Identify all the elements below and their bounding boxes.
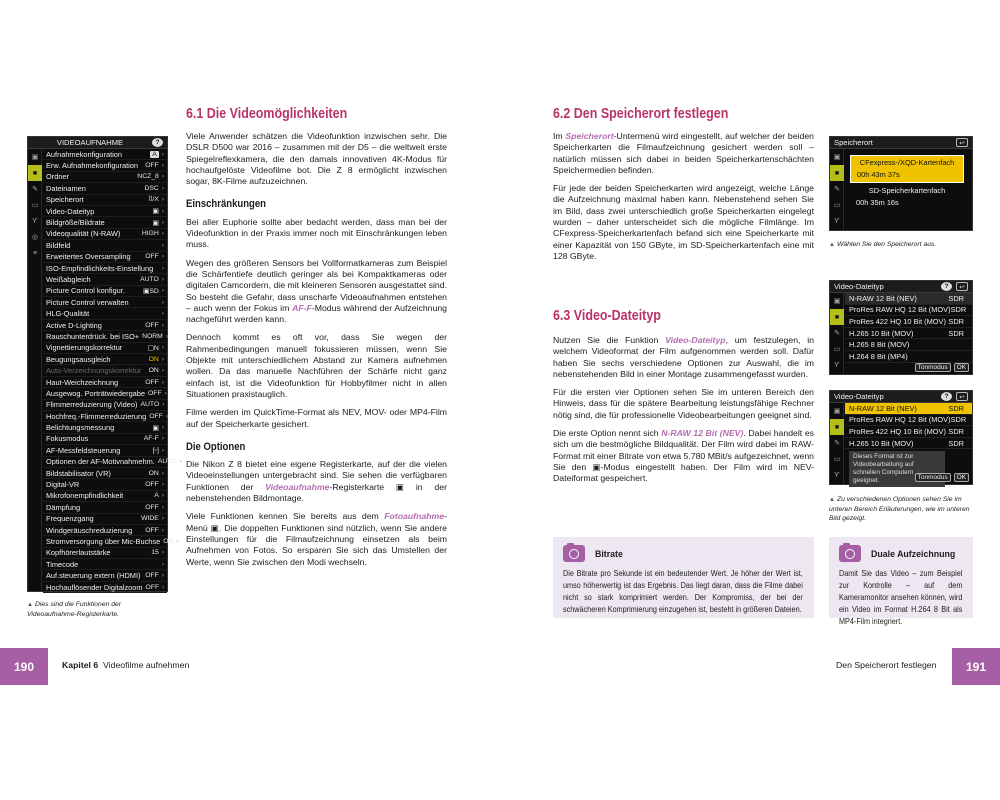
- filetype-option[interactable]: [845, 426, 972, 438]
- video-menu-item[interactable]: [43, 445, 167, 456]
- video-menu-item-label: Hochauflösender Digitalzoom: [46, 582, 143, 592]
- info-box-dual-title: Duale Aufzeichnung: [871, 548, 956, 559]
- sec3-p3-text-b: . Dabei handelt es sich um die bestmögliche Bildqualität. Der Film wird dabei im RAW-Format mit einer Bitrate von etwa 5.780 MBit/s aufgezeichnet, wenn Sie den ▣-Modus eingestellt haben. Der Film wird im NEV-Dateiformat gespeichert.: [553, 428, 815, 484]
- chevron-right-icon: ›: [161, 219, 164, 227]
- video-menu-item-value: OFF: [145, 253, 159, 261]
- video-menu-item[interactable]: [43, 331, 167, 342]
- video-tab-icon: ■: [830, 309, 844, 325]
- help-icon: ?: [152, 138, 163, 147]
- info-box-dual-recording: [829, 537, 973, 626]
- video-menu-item-value: NCZ_8: [137, 173, 159, 181]
- video-menu-item[interactable]: [43, 320, 167, 331]
- sub1-paragraph-1: Bei aller Euphorie sollte aber bedacht werden, dass man bei der Videofunktion in der Praxis immer noch mit Einschränkungen leben muss.: [186, 216, 447, 250]
- chevron-right-icon: ›: [161, 184, 164, 192]
- video-menu-item-label: Hochfreq.-Flimmerreduzierung: [46, 411, 147, 421]
- sec3-p3-highlight: N-RAW 12 Bit (NEV): [661, 428, 744, 439]
- footer-chapter-title: Videofilme aufnehmen: [103, 660, 190, 670]
- ok-button[interactable]: OK: [954, 363, 969, 372]
- video-menu-item-label: Kopfhörerlautstärke: [46, 548, 111, 558]
- filetype-option-label: ProRes RAW HQ 12 Bit (MOV): [849, 305, 951, 315]
- storage-option-2-time: 00h 35m 16s: [856, 198, 899, 207]
- video-menu-item-value: OFF: [145, 162, 159, 170]
- chevron-right-icon: ›: [161, 241, 164, 249]
- video-menu-item-value: HIGH: [141, 230, 159, 238]
- video-menu-item-value: ON: [148, 469, 159, 477]
- subheading-optionen: Die Optionen: [186, 440, 246, 453]
- video-menu-item-label: Vignettierungskorrektur: [46, 343, 123, 353]
- chevron-right-icon: ›: [161, 207, 164, 215]
- video-menu-item[interactable]: [43, 240, 167, 251]
- chevron-right-icon: ›: [161, 424, 164, 432]
- video-menu-item-value: OFF: [145, 583, 160, 591]
- chevron-right-icon: ›: [161, 481, 164, 489]
- chevron-right-icon: ›: [161, 503, 164, 511]
- video-menu-rows: [43, 149, 182, 593]
- video-menu-item-value: 15: [151, 549, 159, 557]
- video-menu-item[interactable]: [43, 400, 167, 411]
- video-menu-item-label: Aufnahmekonfiguration: [46, 149, 123, 159]
- video-menu-item[interactable]: [43, 502, 167, 513]
- wrench-tab-icon: Ƴ: [834, 217, 840, 225]
- video-menu-item[interactable]: [43, 514, 167, 525]
- video-menu-item-value: WIDE: [141, 515, 159, 523]
- info-box-dual-text: Damit Sie das Video – zum Beispiel zur Kontrolle – auf dem Kameramonitor ansehen können, wird ein Video im Format H.264 8 Bit als MP4-Film integriert.: [839, 569, 963, 626]
- chevron-right-icon: ›: [161, 162, 164, 170]
- video-menu-item-value: ON: [148, 367, 159, 375]
- video-menu-item[interactable]: [43, 172, 167, 183]
- playback-tab-icon: ▭: [833, 202, 841, 209]
- chevron-right-icon: ›: [161, 560, 164, 568]
- video-menu-item-value: OFF: [145, 378, 159, 386]
- camera-tab-icon: ▣: [31, 154, 39, 161]
- sub1-p2-text-a: Wegen des größeren Sensors bei Vollformatkameras zum Beispiel die Schärfentiefe deutlich geringer als bei Kompaktkameras oder digitalen Camcordern, die mit kleineren Sensoren ausgestattet sind. So besteht die Gefahr, dass unscharfe Videoaufnahmen entstehen – auch wenn der Fokus im: [186, 257, 447, 313]
- storage-option-cfexpress[interactable]: [850, 155, 964, 183]
- sub2-p1-highlight: Videoaufnahme: [265, 481, 330, 492]
- video-menu-item[interactable]: [43, 525, 167, 536]
- video-menu-item[interactable]: [43, 252, 167, 263]
- video-menu-item-value: [▫]: [152, 446, 159, 454]
- chevron-right-icon: ›: [161, 446, 164, 454]
- video-menu-item-value: OFF: [145, 321, 159, 329]
- video-menu-item-label: ISO-Empfindlichkeits-Einstellung: [46, 263, 154, 273]
- filetype-caption-text: Zu verschiedenen Optionen sehen Sie im unteren Bereich Erläuterungen, wie im unteren Bild gezeigt.: [829, 496, 970, 522]
- storage-option-1-time: 00h 43m 37s: [857, 170, 900, 179]
- video-menu-item-label: Haut-Weichzeichnung: [46, 377, 119, 387]
- video-menu-item-value: ▣: [152, 208, 159, 216]
- sub1-p2-text-b: -Modus während der Aufzeichnung nachgeführt werden kann.: [186, 302, 447, 325]
- chevron-right-icon: ›: [162, 583, 165, 591]
- chevron-right-icon: ›: [164, 389, 167, 397]
- subheading-einschraenkungen: Einschränkungen: [186, 198, 267, 211]
- filetype-option-label: H.265 10 Bit (MOV): [849, 438, 914, 448]
- video-menu-item-label: Stromversorgung über Mic-Buchse: [46, 536, 161, 546]
- video-menu-item-label: Dämpfung: [46, 502, 81, 512]
- filetype-option-value: SDR: [948, 426, 964, 436]
- chevron-right-icon: ›: [161, 230, 164, 238]
- video-menu-item-label: Rauschunterdrück. bei ISO+: [46, 331, 140, 341]
- chevron-right-icon: ›: [161, 515, 164, 523]
- video-menu-item-label: Timecode: [46, 559, 79, 569]
- sub2-paragraph-1: [186, 459, 447, 504]
- filetype-menu-header-2: [830, 391, 972, 403]
- sec2-paragraph-2: Für jede der beiden Speicherkarten wird angezeigt, welche Länge die Aufzeichnung maximal haben kann. Nebenstehend sehen Sie im Bild, dass zwei unterschiedlich große Speicherkarten eingelegt wurden – daher unterscheidet sich die mögliche Filmlänge. Im CFexpress-Speicherkartenfach befand sich eine Speicherkarte mit einer Kapazität von 150 GByte, im SD-Speicherkartenfach eine mit 128 GByte.: [553, 183, 814, 261]
- video-menu-item-value: A: [154, 492, 159, 500]
- playback-tab-icon: ▭: [833, 456, 841, 463]
- sub1-paragraph-4: Filme werden im QuickTime-Format als NEV, MOV- oder MP4-Film auf der Speicherkarte gesichert.: [186, 407, 447, 429]
- video-menu-item[interactable]: [43, 570, 167, 581]
- filetype-option-value: SDR: [948, 438, 964, 448]
- sec3-p1-text-b: , um festzulegen, in welchem Videoformat der Film aufgenommen werden soll. Dafür haben Sie sechs verschiedene Optionen zur Auswahl, die im nebenstehenden Bild in einer Montage zusammengefasst wurden.: [553, 335, 814, 379]
- mymenu-tab-icon: ≡: [32, 249, 38, 257]
- pencil-tab-icon: ✎: [834, 330, 840, 337]
- video-menu-item[interactable]: [43, 308, 167, 319]
- video-menu-item-value: ⌷/X: [148, 195, 159, 203]
- wrench-tab-icon: Ƴ: [834, 361, 840, 369]
- video-menu-item-value: OFF: [145, 526, 159, 534]
- video-menu-item[interactable]: [43, 491, 167, 502]
- video-tab-icon: ■: [830, 419, 844, 435]
- left-text-column: [186, 131, 447, 575]
- video-menu-item-label: Picture Control verwalten: [46, 297, 129, 307]
- chevron-right-icon: ›: [165, 332, 169, 340]
- video-menu-item-label: Ausgewog. Porträtwiedergabe: [46, 388, 146, 398]
- video-menu-item-value: ▣SD: [142, 287, 159, 295]
- chevron-right-icon: ›: [161, 378, 164, 386]
- video-menu-item[interactable]: [43, 206, 167, 217]
- sub2-p2-highlight: Fotoaufnahme: [384, 511, 445, 522]
- video-menu-item-label: Windgeräuschreduzierung: [46, 525, 133, 535]
- right-footer-title: Den Speicherort festlegen: [836, 660, 937, 670]
- pencil-tab-icon: ✎: [834, 440, 840, 447]
- sub1-paragraph-3: Dennoch kommt es oft vor, dass Sie wegen der Rahmenbedingungen manuell fokussieren müssen, wenn Sie Objekte mit unterschiedlichem Abstand zur Kamera aufnehmen wollen. Da das manuelle Nachführen der Schärfe nicht ganz einfach ist, ist die Videofunktion für Hobbyfilmer nicht in allen Situationen praxistauglich.: [186, 332, 447, 399]
- filetype-option[interactable]: [845, 305, 972, 317]
- network-tab-icon: ◎: [31, 234, 39, 241]
- chevron-right-icon: ›: [161, 435, 164, 443]
- sec3-paragraph-3: [553, 428, 814, 484]
- wrench-tab-icon: Ƴ: [834, 471, 840, 479]
- camera-tab-icon: ▣: [833, 154, 841, 161]
- chevron-right-icon: ›: [176, 537, 179, 545]
- filetype-option-label: H.264 8 Bit (MP4): [849, 351, 908, 361]
- sec3-p1-highlight: Video-Dateityp: [665, 335, 726, 345]
- chevron-right-icon: ›: [161, 310, 164, 318]
- video-menu-item[interactable]: [43, 297, 167, 308]
- playback-tab-icon: ▭: [833, 346, 841, 353]
- video-menu-item-label: Digital-VR: [46, 480, 80, 490]
- chevron-right-icon: ›: [161, 572, 164, 580]
- filetype-option-label: H.265 8 Bit (MOV): [849, 340, 910, 350]
- menu-side-tabs: [28, 149, 42, 591]
- filetype-option-value: SDR: [950, 415, 967, 425]
- video-menu-item[interactable]: [43, 286, 167, 297]
- video-menu-item-value: AUTO: [157, 458, 177, 466]
- filetype-side-tabs-1: [830, 293, 844, 374]
- video-menu-item-label: Mikrofonempfindlichkeit: [46, 491, 124, 501]
- video-tab-icon: ■: [830, 165, 844, 181]
- video-menu-title: VIDEOAUFNAHME: [56, 138, 124, 147]
- video-menu-item[interactable]: [43, 229, 167, 240]
- filetype-option[interactable]: [845, 415, 972, 427]
- filetype-menu-screenshot-1: [829, 280, 973, 375]
- tonmodus-button[interactable]: Tonmodus: [915, 363, 951, 372]
- filetype-menu-header-1: [830, 281, 972, 293]
- chevron-right-icon: ›: [161, 287, 164, 295]
- sec3-p1-text-a: Nutzen Sie die Funktion: [553, 335, 666, 345]
- sec2-p1-highlight: Speicherort: [565, 131, 614, 141]
- video-menu-item[interactable]: [43, 434, 167, 445]
- chevron-right-icon: ›: [162, 401, 165, 409]
- storage-option-sd[interactable]: [850, 184, 964, 209]
- section-6-3-title: 6.3 Video-Dateityp: [553, 308, 661, 324]
- info-box-bitrate: [553, 537, 814, 618]
- chevron-right-icon: ›: [161, 264, 164, 272]
- video-menu-item-label: Fokusmodus: [46, 434, 89, 444]
- video-menu-item-value: OFF: [145, 481, 159, 489]
- chevron-right-icon: ›: [161, 526, 164, 534]
- video-menu-item[interactable]: [43, 263, 167, 274]
- video-menu-item[interactable]: [43, 160, 167, 171]
- filetype-option[interactable]: [845, 293, 972, 305]
- video-menu-item[interactable]: [43, 411, 167, 422]
- storage-option-2-label: SD-Speicherkartenfach: [868, 186, 946, 195]
- footer-chapter: Kapitel 6: [62, 660, 99, 670]
- storage-caption-text: Wählen Sie den Speicherort aus.: [836, 241, 937, 248]
- video-menu-item-label: Belichtungsmessung: [46, 423, 115, 433]
- pencil-tab-icon: ✎: [32, 186, 38, 193]
- video-menu-item-label: Bildstabilisator (VR): [46, 468, 111, 478]
- video-menu-item[interactable]: [43, 582, 167, 593]
- video-menu-item[interactable]: [43, 377, 167, 388]
- filetype-option-list-1: [845, 293, 972, 363]
- video-menu-item-label: Auf.steuerung extern (HDMI): [46, 571, 141, 581]
- video-menu-item-value: ON: [163, 537, 174, 545]
- video-menu-item-label: Speicherort: [46, 195, 84, 205]
- video-menu-item-label: Erweitertes Oversampling: [46, 252, 131, 262]
- video-menu-item-value: OFF: [145, 572, 159, 580]
- video-menu-item[interactable]: [43, 548, 167, 559]
- filetype-option-label: ProRes 422 HQ 10 Bit (MOV): [849, 316, 946, 326]
- sub1-paragraph-2: [186, 258, 447, 326]
- video-menu-item-value: AUTO: [140, 275, 159, 283]
- sec3-paragraph-1: [553, 335, 814, 380]
- filetype-option-label: N-RAW 12 Bit (NEV): [849, 293, 917, 303]
- filetype-menu-title-2: Video-Dateityp: [834, 392, 884, 401]
- chevron-right-icon: ›: [179, 458, 182, 466]
- left-page-number: 190: [0, 648, 48, 685]
- video-menu-item-label: Videoqualität (N-RAW): [46, 229, 121, 239]
- video-menu-item-label: Auto-Verzeichnungskorrektur: [46, 366, 142, 376]
- video-menu-item[interactable]: [43, 388, 167, 399]
- video-menu-item-value: ▣: [152, 219, 159, 227]
- sub1-p2-highlight: AF-F: [292, 302, 312, 313]
- chevron-right-icon: ›: [161, 298, 164, 306]
- filetype-option-value: SDR: [948, 403, 964, 413]
- storage-menu-title: Speicherort: [834, 138, 873, 147]
- info-box-bitrate-text: Die Bitrate pro Sekunde ist ein bedeutender Wert. Je höher der Wert ist, umso höherwertig ist das Ergebnis. Das liegt daran, dass die Filme dabei nicht so stark komprimiert werden. Der Kompromiss, der bei der schwächeren Komprimierung einzugehen ist, besteht in größeren Dateien.: [563, 569, 803, 614]
- sub2-paragraph-2: [186, 511, 447, 567]
- video-menu-item-value: DSC: [144, 184, 159, 192]
- chevron-right-icon: ›: [161, 321, 164, 329]
- back-icon: ↩: [956, 138, 968, 147]
- right-text-column-top: [553, 131, 814, 269]
- video-menu-item[interactable]: [43, 457, 182, 468]
- chevron-right-icon: ›: [161, 367, 164, 375]
- video-menu-item-value: AF-F: [143, 435, 159, 443]
- video-menu-item[interactable]: [43, 343, 167, 354]
- video-menu-item-value: ▢N: [147, 344, 159, 352]
- video-menu-item-label: Frequenzgang: [46, 514, 94, 524]
- filetype-option-value: SDR: [948, 316, 964, 326]
- chevron-right-icon: ›: [161, 173, 164, 181]
- filetype-option-label: N-RAW 12 Bit (NEV): [849, 403, 917, 413]
- video-menu-item-label: Bildfeld: [46, 240, 71, 250]
- tonmodus-button[interactable]: Tonmodus: [915, 473, 951, 482]
- filetype-tip: Dieses Format ist zur Videobearbeitung auf schnellen Computern geeignet.: [849, 451, 945, 487]
- filetype-option-label: ProRes RAW HQ 12 Bit (MOV): [849, 415, 951, 425]
- chevron-right-icon: ›: [161, 150, 164, 158]
- filetype-option-value: SDR: [948, 293, 964, 303]
- section-6-2-title: 6.2 Den Speicherort festlegen: [553, 106, 729, 122]
- camera-icon: [839, 545, 861, 562]
- sec3-paragraph-2: Für die ersten vier Optionen sehen Sie im unteren Bereich den Hinweis, dass für die spätere Bearbeitung leistungsfähige Rechner nötig sind, die für professionelle Videobearbeitungen geeignet sind.: [553, 387, 814, 420]
- chevron-right-icon: ›: [161, 492, 164, 500]
- filetype-option[interactable]: [845, 316, 972, 328]
- video-menu-caption: [27, 600, 167, 619]
- video-menu-item-label: Flimmerreduzierung (Video): [46, 400, 138, 410]
- video-menu-item-label: Beugungsausgleich: [46, 354, 111, 364]
- filetype-footer-1: [915, 363, 969, 372]
- left-footer: [62, 660, 189, 670]
- video-menu-item-label: Ordner: [46, 172, 70, 182]
- video-menu-item[interactable]: [43, 365, 167, 376]
- right-page-number: 191: [952, 648, 1000, 685]
- filetype-option[interactable]: [845, 328, 972, 340]
- video-menu-caption-text: Dies sind die Funktionen der Videoaufnahme-Registerkarte.: [27, 601, 122, 618]
- playback-tab-icon: ▭: [31, 202, 39, 209]
- video-menu-item-value: ON: [148, 355, 159, 363]
- help-icon: ?: [941, 282, 952, 291]
- video-menu-item[interactable]: [43, 195, 167, 206]
- storage-caption: [829, 240, 979, 250]
- back-icon: ↩: [956, 282, 968, 291]
- video-menu-item-value: OFF: [149, 412, 163, 420]
- filetype-option[interactable]: [845, 339, 972, 351]
- chevron-right-icon: ›: [161, 355, 164, 363]
- caption-triangle-icon: ▲: [829, 242, 835, 248]
- video-menu-item-label: Video-Dateityp: [46, 206, 95, 216]
- right-text-column-bottom: [553, 335, 814, 492]
- video-menu-item-label: Weißabgleich: [46, 274, 91, 284]
- filetype-option[interactable]: [845, 403, 972, 415]
- sub2-p1-text-a: Die Nikon Z 8 bietet eine eigene Registerkarte, auf der die vielen Videoeinstellungen untergebracht sind. Sie sehen die verfügbaren Funktionen der: [186, 459, 447, 492]
- video-menu-item-value: NORM: [142, 332, 163, 340]
- sec1-paragraph-1: Viele Anwender schätzen die Videofunktion inzwischen sehr. Die DSLR D500 war 2016 – zusammen mit der D5 – die weltweit erste Spiegelreflexkamera, die den damals innovativen 4K-Modus für hochaufgelöste Videofilme bot. Die Z 8 ermöglicht inzwischen sogar, 8K-Filme aufzuzeichnen.: [186, 131, 447, 187]
- video-menu-item-value: ▣: [152, 424, 159, 432]
- help-icon: ?: [941, 392, 952, 401]
- video-menu-item[interactable]: [43, 183, 167, 194]
- info-box-bitrate-title: Bitrate: [595, 548, 623, 559]
- caption-triangle-icon: ▲: [829, 497, 835, 503]
- video-menu-item-label: Erw. Aufnahmekonfiguration: [46, 161, 139, 171]
- filetype-option[interactable]: [845, 351, 972, 363]
- video-menu-item[interactable]: [43, 149, 167, 160]
- filetype-caption: [829, 495, 979, 523]
- camera-icon: [563, 545, 585, 562]
- filetype-menu-title-1: Video-Dateityp: [834, 282, 884, 291]
- filetype-menu-screenshot-2: [829, 390, 973, 485]
- filetype-option-label: ProRes 422 HQ 10 Bit (MOV): [849, 426, 946, 436]
- storage-option-1-label: CFexpress-/XQD-Kartenfach: [859, 158, 955, 167]
- video-menu-item-value: OFF: [145, 503, 159, 511]
- video-menu-item[interactable]: [43, 559, 167, 570]
- chevron-right-icon: ›: [161, 344, 164, 352]
- video-menu-item-label: AF-Messfeldsteuerung: [46, 445, 121, 455]
- chevron-right-icon: ›: [161, 196, 164, 204]
- chevron-right-icon: ›: [161, 253, 164, 261]
- filetype-option-value: SDR: [948, 328, 964, 338]
- storage-menu-header: [830, 137, 972, 149]
- chevron-right-icon: ›: [161, 549, 164, 557]
- storage-menu-screenshot: [829, 136, 973, 231]
- ok-button[interactable]: OK: [954, 473, 969, 482]
- sub2-p2-text-b: -Menü ▣. Die doppelten Funktionen sind nützlich, wenn Sie andere Einstellungen für die Filmaufzeichnung einsetzen als beim Aufnehmen von Fotos. So ersparen Sie sich das Umstellen der Werte, wenn Sie zwischen den Modi wechseln.: [186, 511, 447, 567]
- filetype-option-label: H.265 10 Bit (MOV): [849, 328, 914, 338]
- sec2-p1-text-b: -Untermenü wird eingestellt, auf welcher der beiden Speicherkarten die Filmaufzeichnung gesichert werden soll – natürlich müssen sich dabei in beiden Speicherkartenschächten Speichermedien befinden.: [553, 131, 814, 175]
- camera-tab-icon: ▣: [833, 298, 841, 305]
- chevron-right-icon: ›: [161, 469, 164, 477]
- video-tab-icon: ■: [28, 165, 42, 181]
- video-menu-screenshot: [27, 136, 182, 592]
- pencil-tab-icon: ✎: [834, 186, 840, 193]
- storage-side-tabs: [830, 149, 844, 230]
- video-menu-item[interactable]: [43, 354, 167, 365]
- video-menu-item-label: Picture Control konfigur.: [46, 286, 125, 296]
- chevron-right-icon: ›: [161, 275, 164, 283]
- filetype-option[interactable]: [845, 438, 972, 450]
- filetype-option-value: SDR: [950, 305, 967, 315]
- video-menu-item-value: OFF: [148, 389, 162, 397]
- sub2-p1-text-b: -Registerkarte ▣ in der nebenstehenden Bildmontage.: [186, 481, 447, 504]
- video-menu-item[interactable]: [43, 468, 167, 479]
- filetype-side-tabs-2: [830, 403, 844, 484]
- filetype-footer-2: [915, 473, 969, 482]
- sec3-p3-text-a: Die erste Option nennt sich: [553, 428, 662, 439]
- caption-triangle-icon: ▲: [27, 602, 33, 608]
- video-menu-item[interactable]: [43, 274, 167, 285]
- back-icon: ↩: [956, 392, 968, 401]
- sec2-p1-text-a: Im: [553, 131, 566, 141]
- video-menu-item[interactable]: [43, 422, 167, 433]
- chevron-right-icon: ›: [165, 412, 168, 420]
- camera-tab-icon: ▣: [833, 408, 841, 415]
- wrench-tab-icon: Ƴ: [32, 217, 38, 225]
- video-menu-item-label: HLG-Qualität: [46, 309, 90, 319]
- video-menu-item-value: AUTO: [140, 401, 160, 409]
- sub2-p2-text-a: Viele Funktionen kennen Sie bereits aus dem: [186, 511, 385, 522]
- video-menu-header: [28, 137, 167, 149]
- video-menu-item[interactable]: [43, 479, 167, 490]
- video-menu-item[interactable]: [43, 217, 167, 228]
- section-6-1-title: 6.1 Die Videomöglichkeiten: [186, 106, 348, 122]
- video-menu-item[interactable]: [43, 536, 179, 547]
- sec2-paragraph-1: [553, 131, 814, 176]
- video-menu-item-label: Dateinamen: [46, 183, 86, 193]
- video-menu-item-label: Active D-Lighting: [46, 320, 102, 330]
- video-menu-item-value: A: [152, 150, 157, 158]
- video-menu-item-label: Optionen der AF-Motivnahmehm.: [46, 457, 155, 467]
- video-menu-item-label: Bildgröße/Bildrate: [46, 218, 105, 228]
